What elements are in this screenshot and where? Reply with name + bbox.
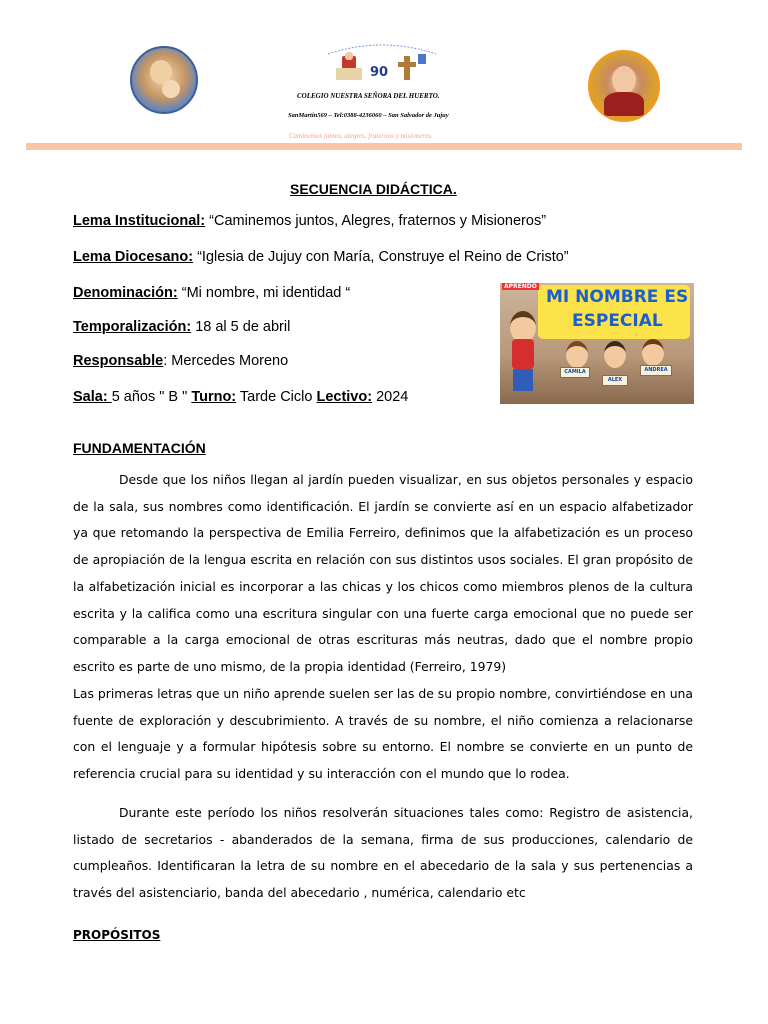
school-name: COLEGIO NUESTRA SEÑORA DEL HUERTO.	[297, 92, 440, 100]
kid-shirt-shape	[512, 339, 534, 369]
virgin-mary-seal-image	[130, 46, 198, 114]
kid-andrea-image	[642, 339, 664, 366]
name-tag: ALEX	[602, 375, 628, 386]
fundamentacion-paragraph-1	[73, 467, 693, 681]
lema-diocesano-label: Lema Diocesano:	[73, 249, 194, 265]
responsable-line	[73, 353, 288, 369]
school-anniversary-emblem	[322, 40, 442, 88]
lectivo-value: 2024	[372, 389, 409, 405]
mi-nombre-es-especial-poster	[500, 283, 694, 404]
school-motto: Caminemos juntos, alegres, fraternos y misioneros.	[289, 132, 433, 140]
name-tag: CAMILA	[560, 367, 590, 378]
saint-portrait-seal-image	[588, 50, 660, 122]
temporalizacion-value: 18 al 5 de abril	[191, 319, 291, 335]
propositos-heading: PROPÓSITOS	[73, 928, 161, 942]
denominacion-line	[73, 285, 350, 301]
poster-badge: APRENDO	[504, 283, 537, 290]
lema-institucional-line	[73, 213, 546, 229]
denominacion-value: “Mi nombre, mi identidad “	[177, 285, 351, 301]
lema-diocesano-value: “Iglesia de Jujuy con María, Construye el Reino de Cristo”	[193, 249, 569, 265]
responsable-label: Responsable	[73, 353, 164, 369]
kid-camila-image	[566, 341, 588, 368]
kid-pants-shape	[513, 369, 533, 391]
lema-institucional-value: “Caminemos juntos, Alegres, fraternos y Misioneros”	[205, 213, 547, 229]
sala-value: 5 años " B "	[111, 389, 192, 405]
page-title: SECUENCIA DIDÁCTICA.	[290, 181, 457, 197]
sala-label: Sala:	[73, 389, 112, 405]
poster-title-line2: ESPECIAL	[572, 311, 663, 331]
paragraph-text: Desde que los niños llegan al jardín pueden visualizar, en sus objetos personales y espacio de la sala, sus nombres como identificación. El jardín se convierte así en un espacio alfabetizador ya que retomando la perspectiva de Emilia Ferreiro, definimos que la alfabetización es un proceso de apropiación de la lengua escrita en relación con sus distintos usos sociales. El gran propósito de la alfabetización inicial es incorporar a las chicas y los chicos como miembros plenos de la cultura escrita y la califica como una escritura singular con una fuerte carga emocional que no puede ser comparable a la carga emocional de otras escrituras más neutras, dado que el nombre propio escrito es parte de uno mismo, de la propia identidad (Ferreiro, 1979)	[73, 472, 693, 674]
denominacion-label: Denominación:	[73, 285, 178, 301]
school-address: SanMartin569 – Tel:0388-4236060 – San Salvador de Jujuy	[288, 112, 449, 119]
svg-text:90: 90	[370, 65, 389, 80]
fundamentacion-paragraph-3	[73, 800, 693, 907]
paragraph-text: Durante este período los niños resolverán situaciones tales como: Registro de asistencia, listado de secretarios - abanderados de la semana, firma de sus producciones, calendario de cumpleaños. Identificaran la letra de su nombre en el abecedario de la sala y sus pertenencias a través del asistenciario, banda del abecedario , numérica, calendario etc	[73, 805, 693, 901]
responsable-value: : Mercedes Moreno	[163, 353, 289, 369]
lema-institucional-label: Lema Institucional:	[73, 213, 206, 229]
turno-value: Tarde Ciclo	[236, 389, 317, 405]
lema-diocesano-line	[73, 249, 569, 265]
sala-turno-line	[73, 389, 408, 405]
name-tag: ANDREA	[640, 365, 672, 376]
fundamentacion-heading: FUNDAMENTACIÓN	[73, 440, 206, 456]
poster-title-line1: MI NOMBRE ES	[546, 287, 689, 307]
temporalizacion-label: Temporalización:	[73, 319, 192, 335]
fundamentacion-paragraph-2	[73, 681, 693, 788]
header-divider-band	[26, 143, 742, 150]
paragraph-text: Las primeras letras que un niño aprende suelen ser las de su propio nombre, convirtiéndose en una fuente de exploración y descubrimiento. A través de su nombre, el niño comienza a relacionarse con el lenguaje y a formular hipótesis sobre su entorno. El nombre se convierte en un punto de referencia crucial para su identidad y su interacción con el mundo que lo rodea.	[73, 686, 693, 782]
turno-label: Turno:	[191, 389, 237, 405]
kid-alex-image	[604, 341, 626, 368]
temporalizacion-line	[73, 319, 290, 335]
lectivo-label: Lectivo:	[316, 389, 373, 405]
